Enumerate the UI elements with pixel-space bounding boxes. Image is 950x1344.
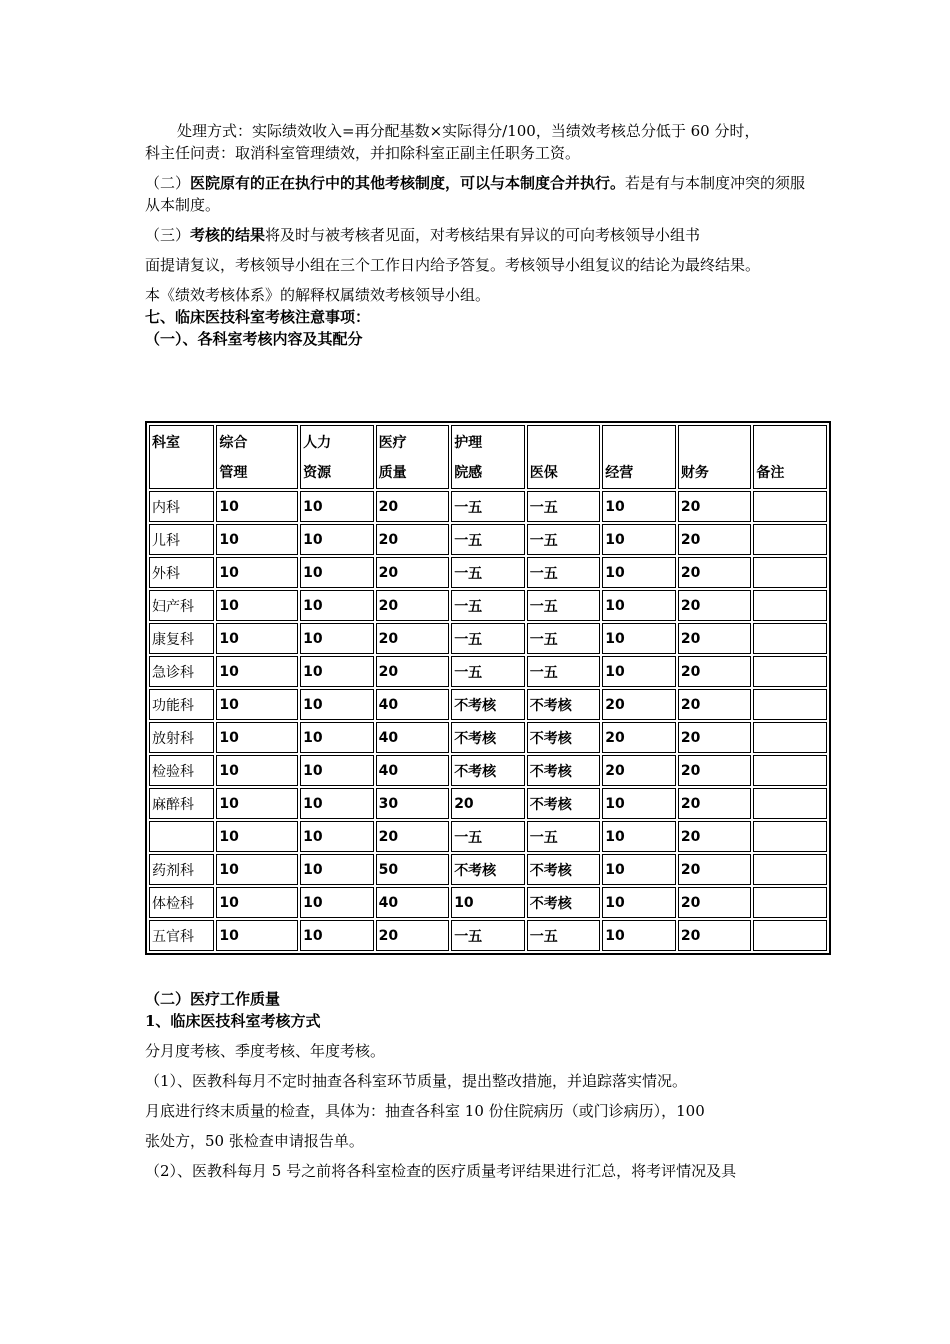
score-cell: 10	[602, 623, 676, 654]
table-row	[149, 755, 827, 786]
score-cell: 不考核	[527, 854, 601, 885]
score-cell: 20	[376, 524, 450, 555]
score-cell: 10	[300, 854, 374, 885]
score-cell: 一五	[527, 524, 601, 555]
score-cell: 一五	[527, 590, 601, 621]
score-cell: 一五	[527, 656, 601, 687]
header-line-2: 管理	[219, 465, 248, 481]
score-cell: 10	[602, 590, 676, 621]
header-line-1: 人力	[303, 435, 332, 451]
score-cell: 10	[300, 590, 374, 621]
score-cell: 10	[300, 491, 374, 522]
para-result-rest: 将及时与被考核者见面，对考核结果有异议的可向考核领导小组书	[265, 226, 701, 244]
para-summary: （2）、医教科每月 5 号之前将各科室检查的医疗质量考评结果进行汇总，将考评情况及具	[145, 1162, 737, 1180]
subsection-heading-2-1: 1、临床医技科室考核方式	[145, 1012, 321, 1030]
department-cell: 内科	[149, 491, 214, 522]
score-cell: 10	[216, 788, 298, 819]
score-cell: 10	[300, 788, 374, 819]
score-cell: 一五	[451, 557, 525, 588]
department-cell	[149, 821, 214, 852]
score-cell: 不考核	[527, 689, 601, 720]
score-cell	[753, 887, 827, 918]
score-cell: 10	[216, 887, 298, 918]
score-cell: 20	[678, 689, 752, 720]
para-result-prefix: （三）	[145, 226, 191, 244]
score-cell: 10	[602, 524, 676, 555]
score-cell: 不考核	[451, 854, 525, 885]
section-heading-2: （二）医疗工作质量	[145, 990, 281, 1008]
para-merge-rest: 若是有与本制度冲突的须服从本制度。	[145, 174, 806, 214]
score-cell: 不考核	[527, 722, 601, 753]
header-line-1	[530, 428, 598, 458]
score-cell: 10	[216, 557, 298, 588]
header-line-2: 资源	[303, 465, 332, 481]
department-cell: 药剂科	[149, 854, 214, 885]
score-cell: 不考核	[451, 689, 525, 720]
score-cell: 一五	[451, 590, 525, 621]
score-cell: 20	[678, 821, 752, 852]
table-header-cell	[216, 425, 298, 489]
score-cell: 20	[678, 623, 752, 654]
score-cell: 20	[376, 821, 450, 852]
table-row	[149, 920, 827, 951]
score-cell: 10	[300, 656, 374, 687]
header-line-1: 医疗	[378, 435, 407, 451]
table-row	[149, 524, 827, 555]
score-cell: 10	[300, 887, 374, 918]
score-cell: 10	[602, 920, 676, 951]
department-cell: 放射科	[149, 722, 214, 753]
score-cell: 10	[300, 920, 374, 951]
score-cell: 10	[216, 656, 298, 687]
score-cell: 10	[602, 656, 676, 687]
department-cell: 急诊科	[149, 656, 214, 687]
score-cell: 20	[678, 920, 752, 951]
table-header-cell	[602, 425, 676, 489]
department-cell: 麻醉科	[149, 788, 214, 819]
table-row	[149, 656, 827, 687]
score-cell: 10	[216, 590, 298, 621]
score-cell	[753, 590, 827, 621]
table-header-cell	[300, 425, 374, 489]
header-line-1: 综合	[219, 435, 248, 451]
score-cell: 20	[376, 920, 450, 951]
score-cell: 40	[376, 887, 450, 918]
score-cell	[753, 722, 827, 753]
score-table	[145, 421, 831, 955]
para-monthly-check: （1）、医教科每月不定时抽查各科室环节质量，提出整改措施，并追踪落实情况。	[145, 1072, 688, 1090]
score-cell	[753, 491, 827, 522]
header-line-2: 医保	[529, 465, 558, 481]
para-final-check-1: 月底进行终末质量的检查，具体为：抽查各科室 10 份住院病历（或门诊病历），100	[145, 1102, 705, 1120]
score-cell: 不考核	[527, 887, 601, 918]
para-merge-bold: 医院原有的正在执行中的其他考核制度，可以与本制度合并执行。	[190, 174, 626, 192]
table-row	[149, 623, 827, 654]
score-cell: 20	[376, 590, 450, 621]
table-header-cell	[678, 425, 752, 489]
score-cell: 一五	[451, 524, 525, 555]
score-cell	[753, 788, 827, 819]
score-cell: 一五	[527, 491, 601, 522]
table-row	[149, 821, 827, 852]
score-cell: 20	[602, 689, 676, 720]
para-final-check-2: 张处方，50 张检查申请报告单。	[145, 1132, 364, 1150]
score-cell	[753, 623, 827, 654]
header-line-2: 经营	[605, 465, 634, 481]
score-cell: 不考核	[451, 755, 525, 786]
score-cell: 20	[602, 755, 676, 786]
table-header-cell	[451, 425, 525, 489]
score-cell: 20	[678, 854, 752, 885]
score-cell: 不考核	[527, 788, 601, 819]
score-cell: 一五	[451, 491, 525, 522]
header-line-1: 科室	[152, 435, 180, 451]
score-cell: 10	[300, 722, 374, 753]
score-cell: 10	[602, 557, 676, 588]
table-row	[149, 557, 827, 588]
header-line-2: 院感	[454, 465, 483, 481]
score-cell: 不考核	[451, 722, 525, 753]
score-cell: 10	[602, 887, 676, 918]
score-cell: 一五	[527, 920, 601, 951]
score-cell	[753, 656, 827, 687]
score-cell: 10	[300, 755, 374, 786]
score-cell: 50	[376, 854, 450, 885]
score-cell: 20	[678, 755, 752, 786]
document-top	[145, 120, 810, 350]
department-cell: 体检科	[149, 887, 214, 918]
header-line-1	[605, 428, 673, 458]
score-cell	[753, 689, 827, 720]
department-cell: 儿科	[149, 524, 214, 555]
para-result-1	[145, 224, 810, 246]
table-header-cell	[753, 425, 827, 489]
score-cell: 10	[602, 491, 676, 522]
score-cell: 10	[300, 623, 374, 654]
score-cell: 10	[602, 821, 676, 852]
score-cell: 一五	[451, 623, 525, 654]
score-cell: 20	[451, 788, 525, 819]
header-line-1	[756, 428, 824, 458]
score-cell: 10	[216, 821, 298, 852]
header-line-2: 质量	[378, 465, 407, 481]
score-cell: 10	[300, 689, 374, 720]
score-cell	[753, 755, 827, 786]
department-cell: 检验科	[149, 755, 214, 786]
para-merge-rule	[145, 172, 810, 216]
score-cell: 一五	[527, 623, 601, 654]
score-cell: 20	[678, 524, 752, 555]
table-header-row	[149, 425, 827, 489]
score-cell: 20	[678, 557, 752, 588]
department-cell: 功能科	[149, 689, 214, 720]
score-cell: 10	[216, 689, 298, 720]
table-row	[149, 722, 827, 753]
subsection-heading-1: （一）、各科室考核内容及其配分	[145, 330, 363, 348]
score-cell: 一五	[527, 821, 601, 852]
department-cell: 外科	[149, 557, 214, 588]
table-row	[149, 590, 827, 621]
score-cell: 40	[376, 689, 450, 720]
score-cell: 20	[678, 788, 752, 819]
table-header-cell	[527, 425, 601, 489]
score-cell: 一五	[451, 656, 525, 687]
score-cell: 20	[602, 722, 676, 753]
score-cell: 20	[678, 887, 752, 918]
score-cell: 10	[300, 524, 374, 555]
department-cell: 妇产科	[149, 590, 214, 621]
score-cell: 10	[300, 557, 374, 588]
header-line-2: 备注	[756, 465, 785, 481]
score-cell	[753, 821, 827, 852]
score-cell: 10	[216, 755, 298, 786]
para-result-2: 面提请复议，考核领导小组在三个工作日内给予答复。考核领导小组复议的结论为最终结果。	[145, 256, 761, 274]
document-bottom	[145, 988, 810, 1182]
score-cell: 20	[376, 623, 450, 654]
score-cell: 10	[216, 854, 298, 885]
table-row	[149, 887, 827, 918]
score-cell: 20	[678, 491, 752, 522]
score-cell: 20	[678, 590, 752, 621]
header-line-1	[681, 428, 749, 458]
score-cell: 一五	[451, 920, 525, 951]
score-cell: 10	[216, 920, 298, 951]
score-cell: 30	[376, 788, 450, 819]
para-processing-2: 科主任问责：取消科室管理绩效，并扣除科室正副主任职务工资。	[145, 144, 581, 162]
score-cell	[753, 557, 827, 588]
table-row	[149, 491, 827, 522]
para-merge-prefix: （二）	[145, 174, 191, 192]
score-cell: 不考核	[527, 755, 601, 786]
score-cell	[753, 920, 827, 951]
score-cell	[753, 524, 827, 555]
table-header-cell	[149, 425, 214, 489]
score-cell	[753, 854, 827, 885]
score-cell: 10	[300, 821, 374, 852]
score-cell: 10	[451, 887, 525, 918]
score-cell: 10	[216, 623, 298, 654]
score-cell: 10	[216, 524, 298, 555]
score-cell: 20	[376, 656, 450, 687]
table-header-cell	[376, 425, 450, 489]
department-cell: 康复科	[149, 623, 214, 654]
score-cell: 20	[678, 722, 752, 753]
para-processing-1: 处理方式：实际绩效收入=再分配基数×实际得分/100，当绩效考核总分低于 60 分时，	[177, 122, 760, 140]
header-line-2: 财务	[680, 465, 709, 481]
score-cell: 20	[376, 557, 450, 588]
score-cell: 10	[602, 788, 676, 819]
score-cell: 10	[216, 491, 298, 522]
table-row	[149, 788, 827, 819]
score-cell: 40	[376, 722, 450, 753]
score-cell: 一五	[527, 557, 601, 588]
table-row	[149, 689, 827, 720]
para-result-bold: 考核的结果	[190, 226, 266, 244]
score-cell: 20	[678, 656, 752, 687]
score-cell: 一五	[451, 821, 525, 852]
header-line-1: 护理	[454, 435, 483, 451]
section-heading-7: 七、临床医技科室考核注意事项：	[145, 308, 371, 326]
para-assessment-cycle: 分月度考核、季度考核、年度考核。	[145, 1042, 386, 1060]
score-cell: 10	[216, 722, 298, 753]
score-cell: 10	[602, 854, 676, 885]
table-row	[149, 854, 827, 885]
para-interpretation: 本《绩效考核体系》的解释权属绩效考核领导小组。	[145, 286, 491, 304]
department-cell: 五官科	[149, 920, 214, 951]
score-cell: 20	[376, 491, 450, 522]
score-cell: 40	[376, 755, 450, 786]
